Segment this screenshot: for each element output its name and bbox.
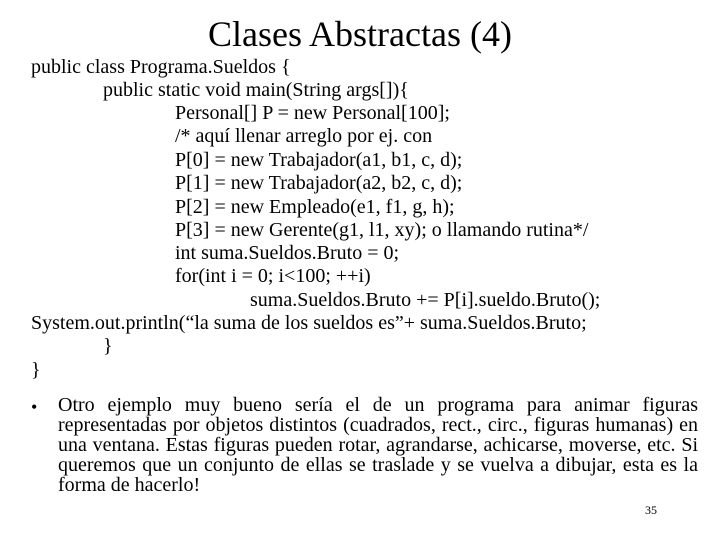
code-line: public class Programa.Sueldos { [31,56,291,78]
code-line: /* aquí llenar arreglo por ej. con [175,125,433,147]
code-line: for(int i = 0; i<100; ++i) [175,265,371,287]
code-line: } [31,359,41,381]
slide-title: Clases Abstractas (4) [208,14,512,54]
bullet-marker: • [31,397,38,417]
code-line: public static void main(String args[]){ [103,79,409,101]
code-line: } [103,335,113,357]
bullet-text: Otro ejemplo muy bueno sería el de un programa para animar figuras representadas por objetos distintos (cuadrados, rect., circ., figuras humanas) en una ventana. Estas figuras pueden rotar, agrandarse, achicarse, moverse, etc. Si queremos que un conjunto de ellas se traslade y se vuelva a dibujar, esta es la forma de hacerlo! [58,394,698,496]
code-line: int suma.Sueldos.Bruto = 0; [175,242,400,264]
code-line: P[1] = new Trabajador(a2, b2, c, d); [175,172,463,194]
page-number: 35 [645,503,657,517]
code-line: System.out.println(“la suma de los sueldos es”+ suma.Sueldos.Bruto; [31,312,587,334]
code-line: P[3] = new Gerente(g1, l1, xy); o llamando rutina*/ [175,219,589,241]
code-line: suma.Sueldos.Bruto += P[i].sueldo.Bruto(); [250,289,601,311]
code-line: Personal[] P = new Personal[100]; [175,102,450,124]
code-line: P[2] = new Empleado(e1, f1, g, h); [175,196,455,218]
code-line: P[0] = new Trabajador(a1, b1, c, d); [175,149,463,171]
